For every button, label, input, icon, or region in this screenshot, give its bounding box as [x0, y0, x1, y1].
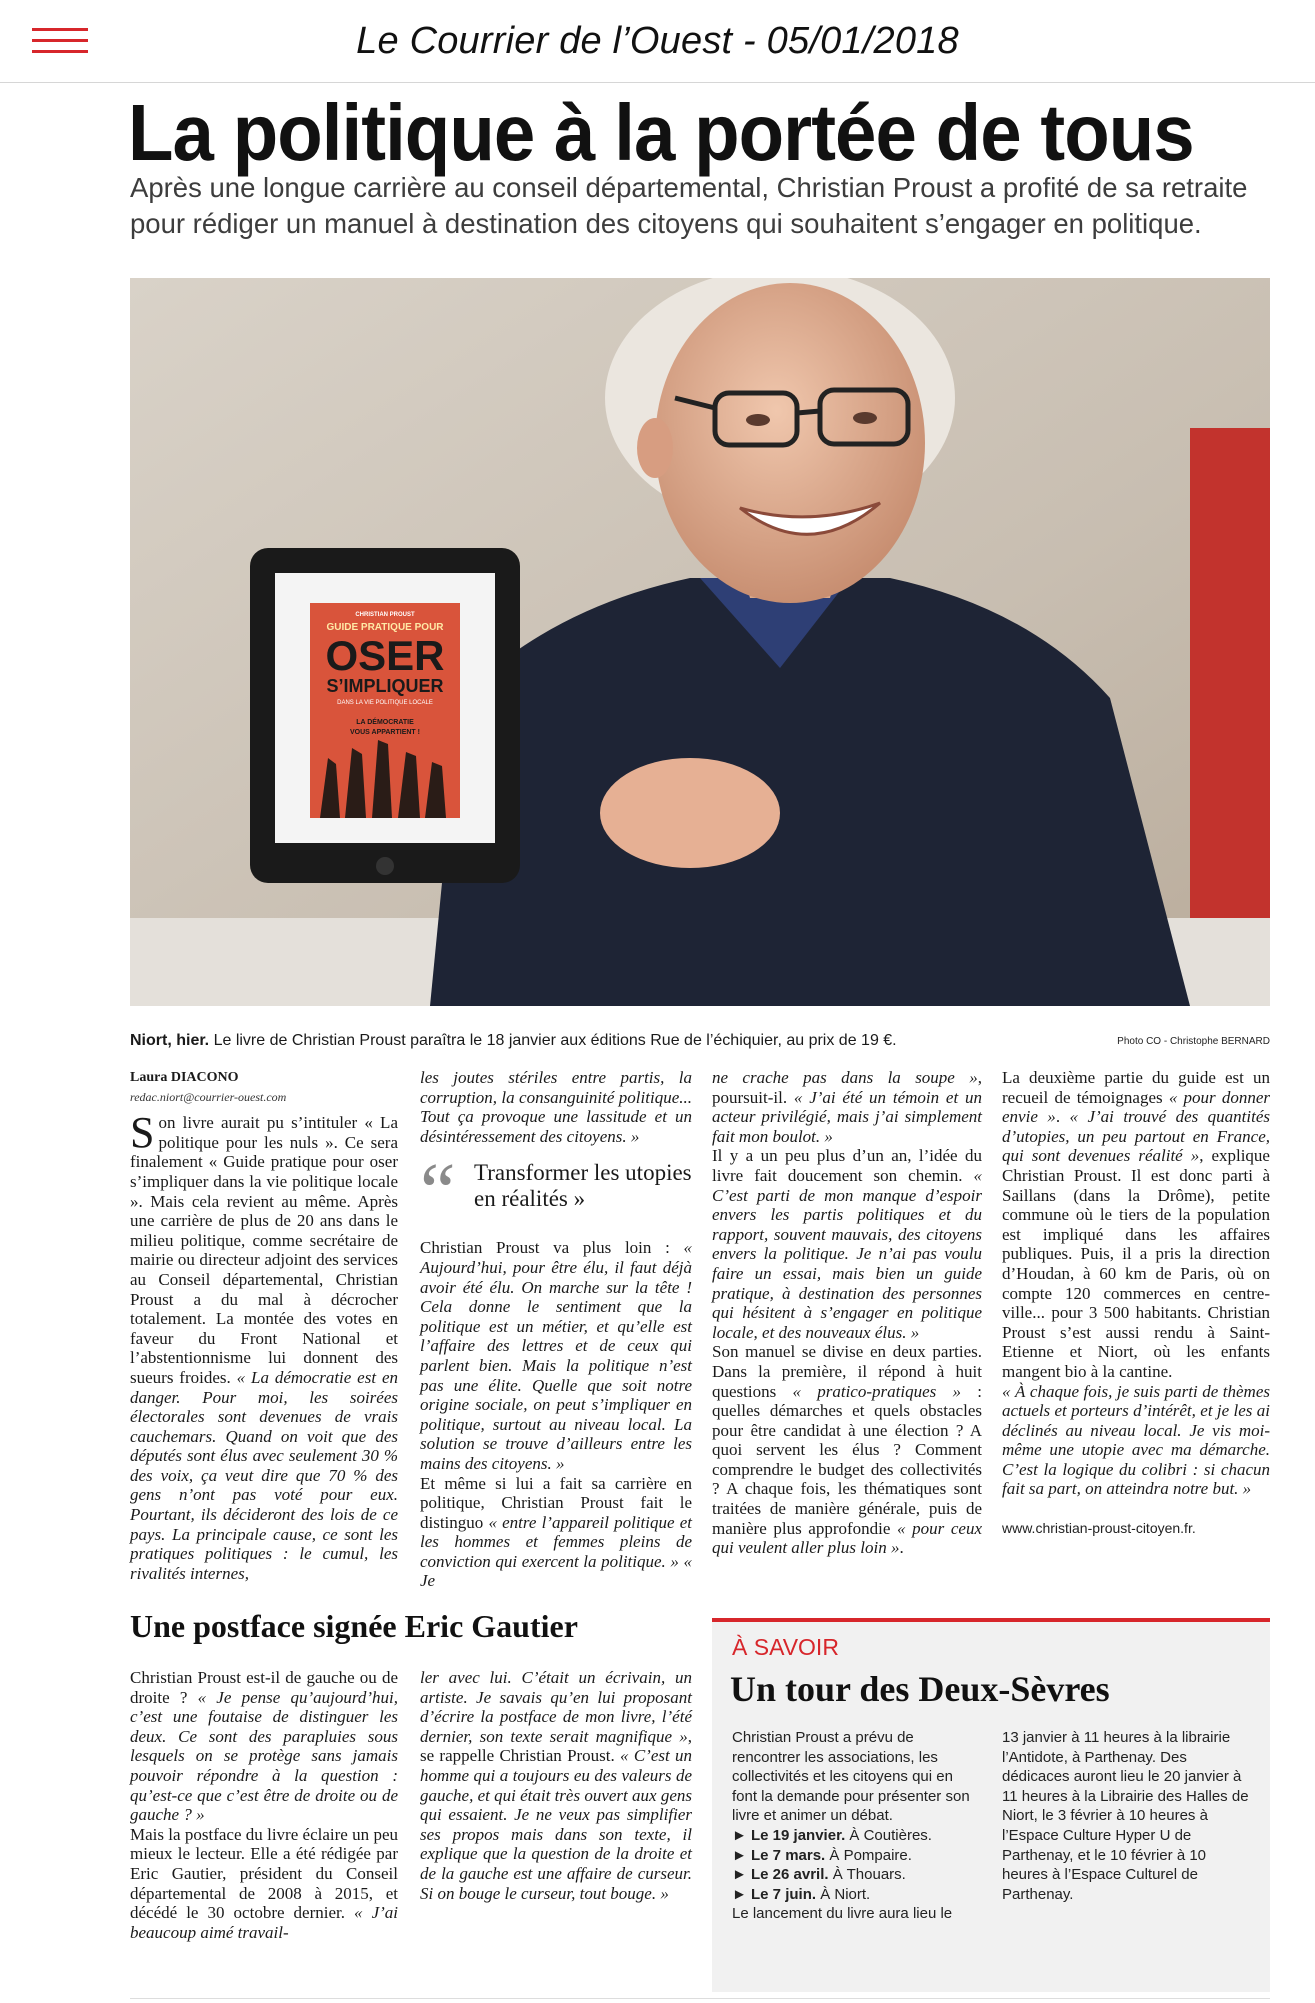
book-cover-author: CHRISTIAN PROUST — [355, 612, 415, 618]
column-2-paragraph-1: les joutes stériles entre partis, la corruption, la consanguinité politique... Tout ça provoque une lassitude et un désintéressement des citoyens. » — [420, 1068, 692, 1146]
sidebar-column-1 — [732, 1728, 982, 1924]
quote-mark-icon: “ — [420, 1148, 456, 1237]
sidebar-title: Un tour des Deux-Sèvres — [730, 1669, 1110, 1709]
pull-quote-text: Transformer les utopies en réalités » — [474, 1160, 692, 1212]
column-3-paragraph-2: Il y a un peu plus d’un an, l’idée du livre fait doucement son chemin. « C’est parti de mon manque d’espoir envers les partis politiques et du rapport, souvent mauvais, des citoyens envers la politique. Je n’ai pas voulu faire un essai, mais bien un guide pratique, à destination des personnes qui hésitent à s’engager en politique locale, et des nouveaux élus. » — [712, 1146, 982, 1342]
article-dek: Après une longue carrière au conseil départemental, Christian Proust a profité de sa retraite pour rédiger un manuel à destination des citoyens qui souhaitent s’engager en politique. — [130, 172, 1248, 239]
column-2-paragraph-3: Et même si lui a fait sa carrière en politique, Christian Proust fait le distinguo « entre l’appareil politique et les hommes et femmes pleins de conviction qui exercent la politique. » « Je — [420, 1473, 692, 1591]
drop-cap: S — [130, 1108, 155, 1158]
footer-divider — [130, 1998, 1270, 1999]
postface-paragraph-1: Christian Proust est-il de gauche ou de droite ? « Je pense qu’aujourd’hui, c’est une foutaise de distinguer les deux. Ce sont des parapluies sous lesquels on se protège sans jamais pouvoir répondre à la question : qu’est-ce que c’est être de droite ou de gauche ? » — [130, 1668, 398, 1825]
event-item: ► Le 7 mars. À Pompaire. — [732, 1846, 912, 1864]
book-cover-line2: OSER — [325, 632, 445, 679]
column-1-paragraph: Son livre aurait pu s’intituler « La politique pour les nuls ». Ce sera finalement « Guide pratique pour oser s’impliquer dans la vie politique locale ». Mais cela revient au même. Après une carrière de plus de 20 ans dans le milieu politique, comme secrétaire de mairie ou directeur adjoint des services au Conseil départemental, Christian Proust a du mal à décrocher totalement. La montée des votes en faveur du Front National et l’abstentionnisme lui donnent des sueurs froides. « La démocratie est en danger. Pour moi, les soirées électorales sont devenues de vrais cauchemars. Quand on voit que des députés sont élus avec seulement 30 % des voix, ça veut dire que 70 % des gens n’ont pas voté pour eux. Pourtant, ils décideront des lois de ce pays. La principale cause, ce sont les pratiques politiques : le cumul, les rivalités internes, — [130, 1108, 398, 1583]
pull-quote — [420, 1148, 692, 1237]
book-cover-line5: LA DÉMOCRATIE — [356, 719, 414, 726]
article-column-2 — [420, 1068, 692, 1591]
event-item: ► Le 26 avril. À Thouars. — [732, 1866, 906, 1884]
postface-paragraph-3: ler avec lui. C’était un écrivain, un artiste. Je savais qu’en lui proposant d’écrire la postface de mon livre, l’été dernier, son texte serait magnifique », se rappelle Christian Proust. « C’est un homme qui a toujours eu des valeurs de gauche, et qui était très ouvert aux gens qui essaient. Je ne veux pas simplifier ses propos mais dans son texte, il explique que la question de la droite et de la gauche est une affaire de curseur. Si on bouge le curseur, tout bouge. » — [420, 1668, 692, 1903]
article-photo — [130, 278, 1270, 1006]
column-4-paragraph-2: « À chaque fois, je suis parti de thèmes actuels et porteurs d’intérêt, et je les ai déclinés au niveau local. Je vis moi-même une utopie avec ma démarche. C’est la logique du colibri : si chacun fait sa part, on atteindra notre but. » — [1002, 1381, 1270, 1499]
sidebar-intro: Christian Proust a prévu de rencontrer les associations, les collectivités et les citoyens qui en font la demande pour présenter son livre et animer un débat. — [732, 1729, 970, 1825]
book-cover-line1: GUIDE PRATIQUE POUR — [326, 622, 444, 633]
photo-credit: Photo CO - Christophe BERNARD — [1117, 1036, 1270, 1047]
photo-caption — [130, 1032, 1270, 1050]
postface-column-1 — [130, 1668, 398, 1942]
column-2-paragraph-2: Christian Proust va plus loin : « Aujourd’hui, pour être élu, il faut déjà avoir été élu. On marche sur la tête ! Cela donne le sentiment que la politique est un métier, et qu’elle est l’affaire des lettres et de ceux qui parlent bien. Mais la politique n’est pas une élite. Quelle que soit notre origine sociale, on peut s’impliquer en politique, surtout au niveau local. La solution se trouve d’ailleurs entre les mains des citoyens. » — [420, 1238, 692, 1473]
sidebar-box — [712, 1618, 1270, 1992]
book-cover-line6: VOUS APPARTIENT ! — [349, 729, 421, 736]
article-column-3 — [712, 1068, 982, 1558]
sidebar-launch: Le lancement du livre aura lieu le — [732, 1905, 953, 1923]
column-3-paragraph-3: Son manuel se divise en deux parties. Dans la première, il répond à huit questions « pratico-pratiques » : quelles démarches et quels obstacles pour être candidat à une élection ? A quoi servent les élus ? Comment comprendre le budget des collectivités ? A chaque fois, les thématiques sont traitées de manière générale, puis de manière plus approfondie « pour ceux qui veulent aller plus loin ». — [712, 1342, 982, 1558]
postface-heading: Une postface signée Eric Gautier — [130, 1608, 578, 1644]
book-cover-line3: S’IMPLIQUER — [326, 676, 444, 696]
postface-paragraph-2: Mais la postface du livre éclaire un peu mieux le lecteur. Elle a été rédigée par Eric Gautier, président du Conseil départemental de 2008 à 2015, et décédé le 30 octobre dernier. « J’ai beaucoup aimé travail- — [130, 1824, 398, 1942]
article-column-4 — [1002, 1068, 1270, 1539]
event-item: ► Le 19 janvier. À Coutières. — [732, 1826, 932, 1844]
sidebar-kicker: À SAVOIR — [732, 1634, 839, 1660]
article-headline: La politique à la portée de tous — [128, 88, 1194, 177]
photo-caption-lead: Niort, hier. — [130, 1032, 210, 1049]
event-item: ► Le 7 juin. À Niort. — [732, 1885, 871, 1903]
column-4-paragraph-1: La deuxième partie du guide est un recueil de témoignages « pour donner envie ». « J’ai trouvé des quantités d’utopies, un peu partout en France, qui sont devenues réalité », explique Christian Proust. Il est donc parti à Saillans (dans la Drôme), petite commune où le tiers de la population est impliqué dans les affaires publiques. Puis, il a pris la direction d’Houdan, à 60 km de Paris, où on compte 120 commerces en centre-ville... pour 3 500 habitants. Christian Proust s’est aussi rendu à Saint-Etienne et Niort, où les enfants mangent bio à la cantine. — [1002, 1068, 1271, 1381]
top-bar — [0, 0, 1315, 83]
article-column-1 — [130, 1068, 398, 1583]
author-email[interactable]: redac.niort@courrier-ouest.com — [130, 1089, 287, 1104]
sidebar-column-2: 13 janvier à 11 heures à la librairie l’Antidote, à Parthenay. Des dédicaces auront lieu le 20 janvier à 11 heures à la Librairie des Halles de Niort, le 3 février à 10 heures à l’Espace Culture Hyper U de Parthenay, et le 10 février à 10 heures à l’Espace Culturel de Parthenay. — [1002, 1729, 1249, 1903]
book-cover-line4: DANS LA VIE POLITIQUE LOCALE — [337, 700, 433, 706]
photo-caption-text: Le livre de Christian Proust paraîtra le 18 janvier aux éditions Rue de l’échiquier, au prix de 19 €. — [209, 1032, 897, 1049]
postface-column-2 — [420, 1668, 692, 1903]
author-name: Laura DIACONO — [130, 1070, 239, 1085]
column-3-paragraph-1: ne crache pas dans la soupe », poursuit-il. « J’ai été un témoin et un acteur privilégié, mais j’ai simplement fait mon boulot. » — [712, 1068, 982, 1146]
publication-title: Le Courrier de l’Ouest - 05/01/2018 — [356, 20, 959, 62]
website-link[interactable]: www.christian-proust-citoyen.fr. — [1002, 1520, 1196, 1537]
